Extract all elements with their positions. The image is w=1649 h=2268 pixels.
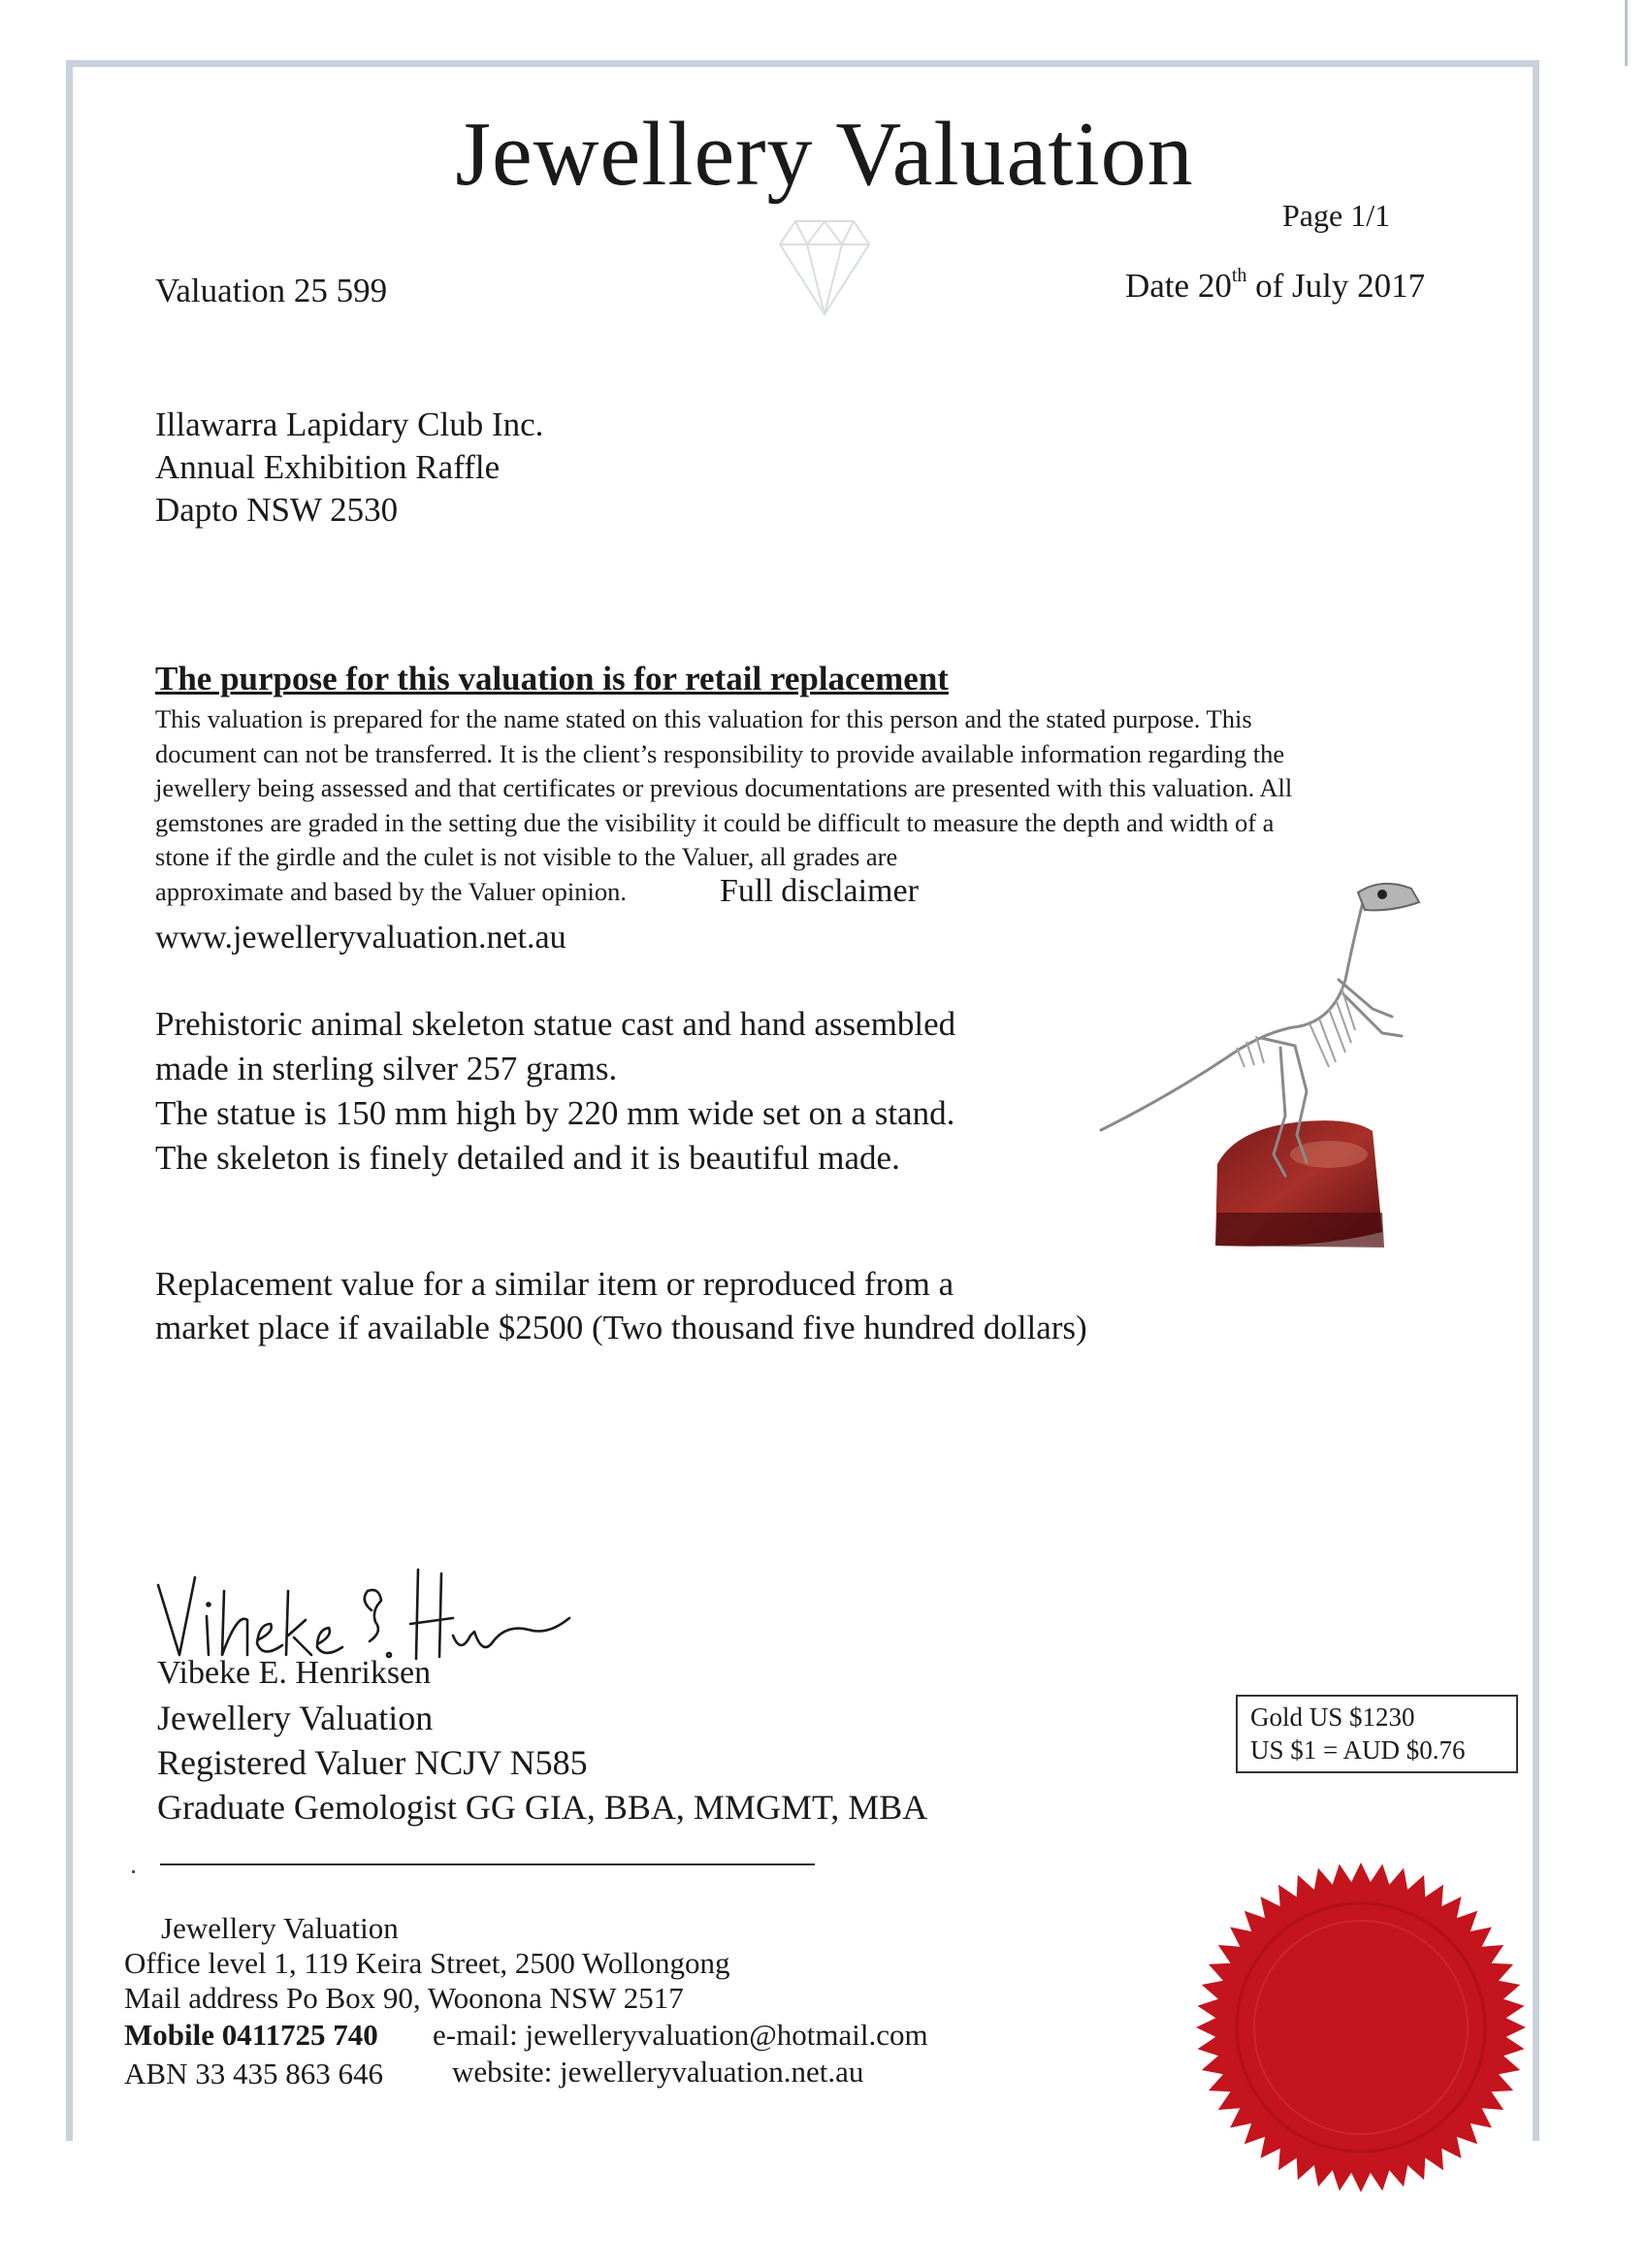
- client-location: Dapto NSW 2530: [155, 491, 399, 529]
- valuer-qualifications: Graduate Gemologist GG GIA, BBA, MMGMT, MBA: [157, 1788, 928, 1827]
- dinosaur-skeleton-image: [1091, 863, 1508, 1280]
- red-seal-icon: [1191, 1858, 1531, 2197]
- item-description-line: made in sterling silver 257 grams.: [155, 1050, 618, 1087]
- gold-price: Gold US $1230: [1250, 1702, 1415, 1732]
- purpose-line: jewellery being assessed and that certificates or previous documentations are presented with this valuation. All: [155, 773, 1293, 802]
- website-link[interactable]: www.jewelleryvaluation.net.au: [155, 920, 566, 956]
- date-prefix: Date 20: [1125, 267, 1232, 305]
- item-description-line: The statue is 150 mm high by 220 mm wide set on a stand.: [155, 1094, 955, 1132]
- purpose-line: document can not be transferred. It is the client’s responsibility to provide available information regarding the: [155, 738, 1285, 768]
- footer-email[interactable]: e-mail: jewelleryvaluation@hotmail.com: [433, 2018, 928, 2052]
- valuation-number: Valuation 25 599: [155, 272, 388, 309]
- footer-company: Jewellery Valuation: [161, 1911, 399, 1945]
- page-number: Page 1/1: [1282, 198, 1391, 233]
- item-description-line: The skeleton is finely detailed and it is beautiful made.: [155, 1139, 900, 1177]
- footer-office: Office level 1, 119 Keira Street, 2500 Wollongong: [124, 1946, 730, 1980]
- valuer-signature: [150, 1562, 577, 1669]
- client-name: Illawarra Lapidary Club Inc.: [155, 405, 544, 443]
- date-ordinal: th: [1231, 265, 1247, 286]
- valuer-name: Vibeke E. Henriksen: [157, 1655, 432, 1691]
- purpose-line: stone if the girdle and the culet is not visible to the Valuer, all grades are: [155, 842, 898, 871]
- valuer-registration: Registered Valuer NCJV N585: [157, 1743, 588, 1782]
- scan-edge-mark: [1625, 0, 1628, 66]
- page-title: Jewellery Valuation: [455, 104, 1194, 205]
- client-event: Annual Exhibition Raffle: [155, 448, 501, 486]
- diamond-icon: [776, 213, 873, 320]
- footer-abn: ABN 33 435 863 646: [124, 2057, 383, 2090]
- item-description-line: Prehistoric animal skeleton statue cast and hand assembled: [155, 1005, 956, 1043]
- valuation-date: [1125, 267, 1425, 306]
- footer-website[interactable]: website: jewelleryvaluation.net.au: [452, 2055, 864, 2089]
- purpose-line: approximate and based by the Valuer opinion.: [155, 876, 627, 906]
- replacement-value-line: market place if available $2500 (Two thousand five hundred dollars): [155, 1309, 1087, 1346]
- purpose-heading: The purpose for this valuation is for retail replacement: [155, 660, 949, 697]
- divider-tick: [132, 1870, 135, 1873]
- footer-mail: Mail address Po Box 90, Woonona NSW 2517: [124, 1981, 684, 2015]
- purpose-line: This valuation is prepared for the name stated on this valuation for this person and the stated purpose. This: [155, 704, 1252, 733]
- footer-mobile: Mobile 0411725 740: [124, 2018, 378, 2052]
- purpose-line: gemstones are graded in the setting due the visibility it could be difficult to measure the depth and width of a: [155, 807, 1275, 837]
- disclaimer-text: Full disclaimer: [720, 873, 919, 909]
- exchange-rate-box: [1236, 1695, 1518, 1773]
- replacement-value-line: Replacement value for a similar item or reproduced from a: [155, 1265, 954, 1303]
- valuer-company: Jewellery Valuation: [157, 1699, 434, 1737]
- currency-rate: US $1 = AUD $0.76: [1250, 1735, 1466, 1765]
- date-suffix: of July 2017: [1246, 267, 1426, 305]
- signature-divider: [160, 1863, 815, 1865]
